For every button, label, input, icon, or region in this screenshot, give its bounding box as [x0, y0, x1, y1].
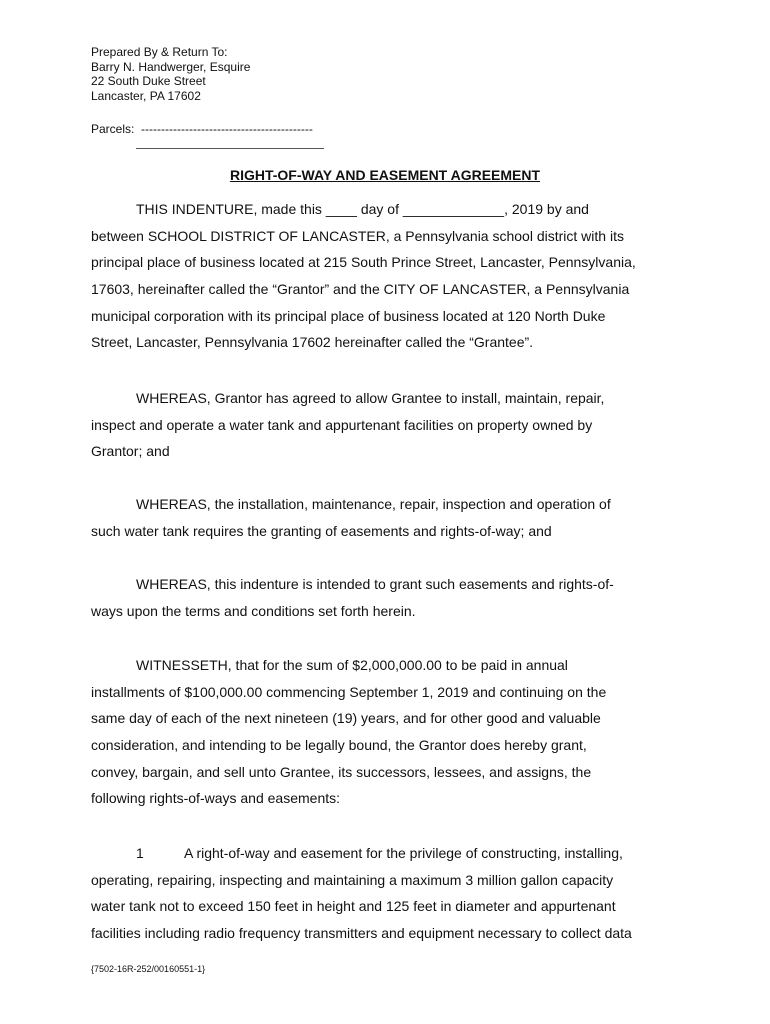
paragraph-line: such water tank requires the granting of easements and rights-of-way; and — [91, 522, 552, 539]
paragraph-line: water tank not to exceed 150 feet in height and 125 feet in diameter and appurtenant — [91, 898, 616, 915]
paragraph-line: municipal corporation with its principal place of business located at 120 North Duke — [91, 307, 606, 324]
paragraph-line: THIS INDENTURE, made this ____ day of _____________, 2019 by and — [136, 201, 589, 217]
preparer-line: Lancaster, PA 17602 — [91, 88, 201, 103]
paragraph-line: operating, repairing, inspecting and maintaining a maximum 3 million gallon capacity — [91, 871, 614, 888]
paragraph-line: ways upon the terms and conditions set forth herein. — [91, 602, 416, 619]
paragraph-line: consideration, and intending to be legally bound, the Grantor does hereby grant, — [91, 737, 587, 754]
parcels-underline — [136, 148, 324, 149]
witnesseth-paragraph — [91, 652, 711, 812]
paragraph-line: inspect and operate a water tank and appurtenant facilities on property owned by — [91, 416, 593, 433]
preparer-block — [91, 45, 250, 103]
paragraph-line: principal place of business located at 215 South Prince Street, Lancaster, Pennsylvania, — [91, 254, 636, 271]
preparer-line: 22 South Duke Street — [91, 74, 206, 89]
paragraph-line: Grantor; and — [91, 443, 170, 460]
paragraph-line: same day of each of the next nineteen (19) years, and for other good and valuable — [91, 710, 601, 727]
preparer-line: Prepared By & Return To: — [91, 45, 228, 59]
paragraph-line: WITNESSETH, that for the sum of $2,000,000.00 to be paid in annual — [136, 657, 568, 673]
paragraph-line: WHEREAS, the installation, maintenance, repair, inspection and operation of — [136, 496, 611, 512]
paragraph-line: convey, bargain, and sell unto Grantee, its successors, lessees, and assigns, the — [91, 763, 592, 780]
paragraph-line: WHEREAS, this indenture is intended to grant such easements and rights-of- — [136, 576, 614, 592]
whereas-paragraph-3 — [91, 571, 711, 624]
paragraph-line: 17603, hereinafter called the “Grantor” and the CITY OF LANCASTER, a Pennsylvania — [91, 281, 630, 298]
document-title: RIGHT-OF-WAY AND EASEMENT AGREEMENT — [229, 167, 541, 183]
document-id-footer: {7502-16R-252/00160551-1} — [91, 964, 206, 974]
paragraph-line: between SCHOOL DISTRICT OF LANCASTER, a Pennsylvania school district with its — [91, 227, 624, 244]
item-number: 1 — [136, 845, 144, 861]
parcels-line: Parcels: ------------------------------------------- — [91, 122, 313, 136]
whereas-paragraph-2 — [91, 491, 711, 544]
paragraph-line: WHEREAS, Grantor has agreed to allow Grantee to install, maintain, repair, — [136, 390, 605, 406]
indenture-paragraph — [91, 196, 711, 356]
paragraph-line: A right-of-way and easement for the privilege of constructing, installing, — [184, 845, 623, 861]
numbered-item-1 — [91, 840, 711, 947]
paragraph-line: following rights-of-ways and easements: — [91, 790, 341, 807]
paragraph-line: Street, Lancaster, Pennsylvania 17602 hereinafter called the “Grantee”. — [91, 334, 534, 351]
whereas-paragraph-1 — [91, 385, 711, 465]
paragraph-line: facilities including radio frequency transmitters and equipment necessary to collect data — [91, 925, 632, 942]
paragraph-line: installments of $100,000.00 commencing September 1, 2019 and continuing on the — [91, 683, 607, 700]
preparer-line: Barry N. Handwerger, Esquire — [91, 59, 251, 74]
